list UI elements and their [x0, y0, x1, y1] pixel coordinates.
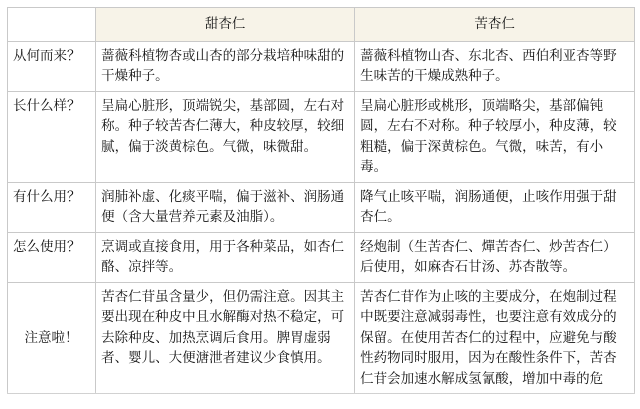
bottom-fade-overlay	[0, 390, 640, 409]
header-corner-cell	[8, 8, 96, 42]
sweet-cell: 呈扁心脏形，顶端锐尖，基部圆，左右对称。种子较苦杏仁薄大，种皮较厚，较细腻，偏于淡黄棕色。气微，味微甜。	[96, 91, 355, 182]
table-row-origin	[8, 41, 635, 91]
sweet-cell: 蔷薇科植物杏或山杏的部分栽培种味甜的干燥种子。	[96, 41, 355, 91]
table-row-appearance	[8, 91, 635, 182]
sweet-cell: 润肺补虚、化痰平喘，偏于滋补、润肠通便（含大量营养元素及油脂）。	[96, 182, 355, 232]
bitter-cell: 降气止咳平喘，润肠通便，止咳作用强于甜杏仁。	[355, 182, 635, 232]
bitter-cell: 苦杏仁苷作为止咳的主要成分，在炮制过程中既要注意减弱毒性，也要注意有效成分的保留。在使用苦杏仁的过程中，应避免与酸性药物同时服用，因为在酸性条件下，苦杏仁苷会加速水解成氢氰酸，增加中毒的危	[355, 282, 635, 394]
bitter-cell: 呈扁心脏形或桃形，顶端略尖，基部偏钝圆，左右不对称。种子较厚小，种皮薄，较粗糙，偏于深黄棕色。气微，味苦，有小毒。	[355, 91, 635, 182]
row-question: 从何而来？	[8, 41, 96, 91]
bitter-cell: 经炮制（生苦杏仁、燀苦杏仁、炒苦杏仁）后使用，如麻杏石甘汤、苏杏散等。	[355, 232, 635, 282]
row-question: 注意啦！	[8, 282, 96, 394]
header-bitter-almond: 苦杏仁	[355, 8, 635, 42]
bitter-cell: 蔷薇科植物山杏、东北杏、西伯利亚杏等野生味苦的干燥成熟种子。	[355, 41, 635, 91]
sweet-cell: 烹调或直接食用，用于各种菜品，如杏仁酪、凉拌等。	[96, 232, 355, 282]
comparison-table-wrapper	[7, 7, 635, 394]
table-row-usage-effect	[8, 182, 635, 232]
header-sweet-almond: 甜杏仁	[96, 8, 355, 42]
row-question: 有什么用？	[8, 182, 96, 232]
table-row-caution	[8, 282, 635, 394]
table-header-row	[8, 8, 635, 42]
table-row-how-to-use	[8, 232, 635, 282]
sweet-cell: 苦杏仁苷虽含量少，但仍需注意。因其主要出现在种皮中且水解酶对热不稳定，可去除种皮、加热烹调后食用。脾胃虚弱者、婴儿、大便溏泄者建议少食慎用。	[96, 282, 355, 394]
row-question: 长什么样？	[8, 91, 96, 182]
apricot-comparison-table	[7, 7, 635, 394]
row-question: 怎么使用？	[8, 232, 96, 282]
